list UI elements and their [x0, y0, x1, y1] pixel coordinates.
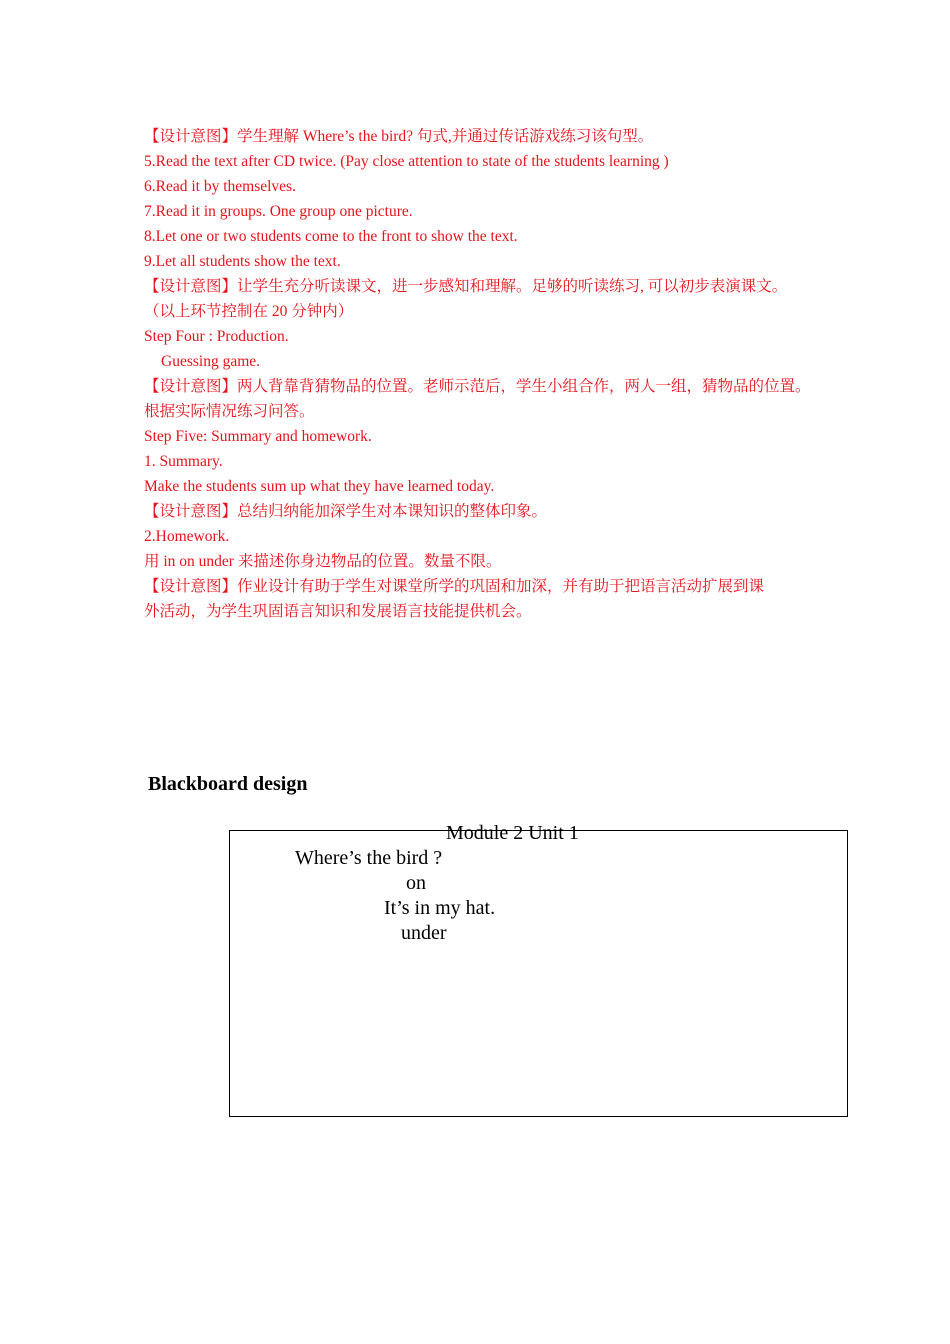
- step-line: 5.Read the text after CD twice. (Pay close attention to state of the students learning ): [144, 153, 669, 170]
- blackboard-title: Module 2 Unit 1: [446, 822, 579, 844]
- homework-line: 用 in on under 来描述你身边物品的位置。数量不限。: [144, 553, 502, 570]
- blackboard-word-under: under: [401, 922, 447, 944]
- step-line: 7.Read it in groups. One group one picture.: [144, 203, 413, 220]
- step-line: 1. Summary.: [144, 453, 223, 470]
- design-intent-line: 【设计意图】学生理解 Where’s the bird? 句式,并通过传话游戏练习该句型。: [144, 128, 654, 145]
- step-line: 8.Let one or two students come to the front to show the text.: [144, 228, 518, 245]
- step-heading: Step Four : Production.: [144, 328, 289, 345]
- step-line: Make the students sum up what they have learned today.: [144, 478, 495, 495]
- design-intent-line: 【设计意图】作业设计有助于学生对课堂所学的巩固和加深，并有助于把语言活动扩展到课: [144, 578, 765, 595]
- design-intent-line: 【设计意图】总结归纳能加深学生对本课知识的整体印象。: [144, 503, 548, 520]
- time-note-line: （以上环节控制在 20 分钟内）: [144, 303, 354, 320]
- design-intent-line: 【设计意图】两人背靠背猜物品的位置。老师示范后，学生小组合作，两人一组，猜物品的位置。: [144, 378, 811, 395]
- step-line: 9.Let all students show the text.: [144, 253, 341, 270]
- design-intent-line: 外活动，为学生巩固语言知识和发展语言技能提供机会。: [144, 603, 532, 620]
- blackboard-answer: It’s in my hat.: [384, 897, 496, 919]
- activity-line: Guessing game.: [161, 353, 261, 370]
- blackboard-heading: Blackboard design: [148, 773, 308, 795]
- step-heading: Step Five: Summary and homework.: [144, 428, 372, 445]
- lesson-plan-text: [144, 124, 834, 624]
- blackboard-box: [229, 830, 848, 1117]
- blackboard-question: Where’s the bird ?: [295, 847, 443, 869]
- design-intent-line: 根据实际情况练习问答。: [144, 403, 315, 420]
- blackboard-word-on: on: [406, 872, 426, 894]
- design-intent-line: 【设计意图】让学生充分听读课文，进一步感知和理解。足够的听读练习, 可以初步表演课文。: [144, 278, 788, 295]
- step-line: 6.Read it by themselves.: [144, 178, 296, 195]
- step-line: 2.Homework.: [144, 528, 230, 545]
